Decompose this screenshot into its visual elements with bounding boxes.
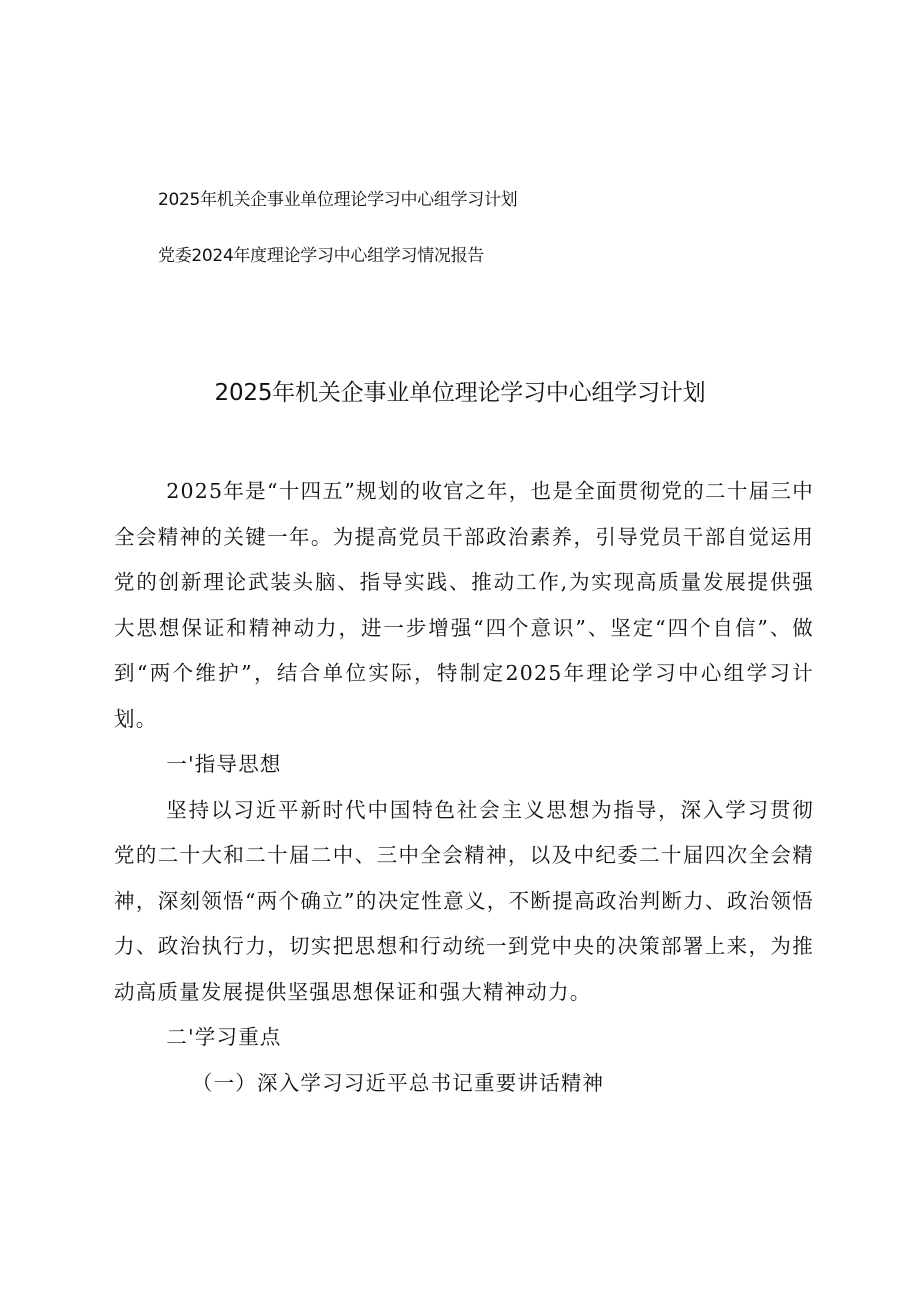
subsection-heading: （一）深入学习习近平总书记重要讲话精神 [191,1070,605,1095]
document-body [114,469,814,1106]
section-heading: 二'学习重点 [166,1025,282,1049]
intro-paragraph: 2025年是“十四五”规划的收官之年，也是全面贯彻党的二十届三中全会精神的关键一年。为提高党员干部政治素养，引导党员干部自觉运用党的创新理论武装头脑、指导实践、推动工作,为实现高质量发展提供强大思想保证和精神动力，进一步增强“四个意识”、坚定“四个自信”、做到“两个维护”，结合单位实际，特制定2025年理论学习中心组学习计划。 [114,479,814,731]
document-title: 2025年机关企事业单位理论学习中心组学习计划 [214,380,706,406]
section-paragraph: 坚持以习近平新时代中国特色社会主义思想为指导，深入学习贯彻党的二十大和二十届二中、三中全会精神，以及中纪委二十届四次全会精神，深刻领悟“两个确立”的决定性意义，不断提高政治判断力、政治领悟力、政治执行力，切实把思想和行动统一到党中央的决策部署上来，为推动高质量发展提供坚强思想保证和强大精神动力。 [114,797,814,1004]
table-of-contents [158,186,517,270]
toc-item: 2025年机关企事业单位理论学习中心组学习计划 [158,190,518,210]
toc-item: 党委2024年度理论学习中心组学习情况报告 [158,246,484,266]
section-heading: 一'指导思想 [166,752,282,776]
